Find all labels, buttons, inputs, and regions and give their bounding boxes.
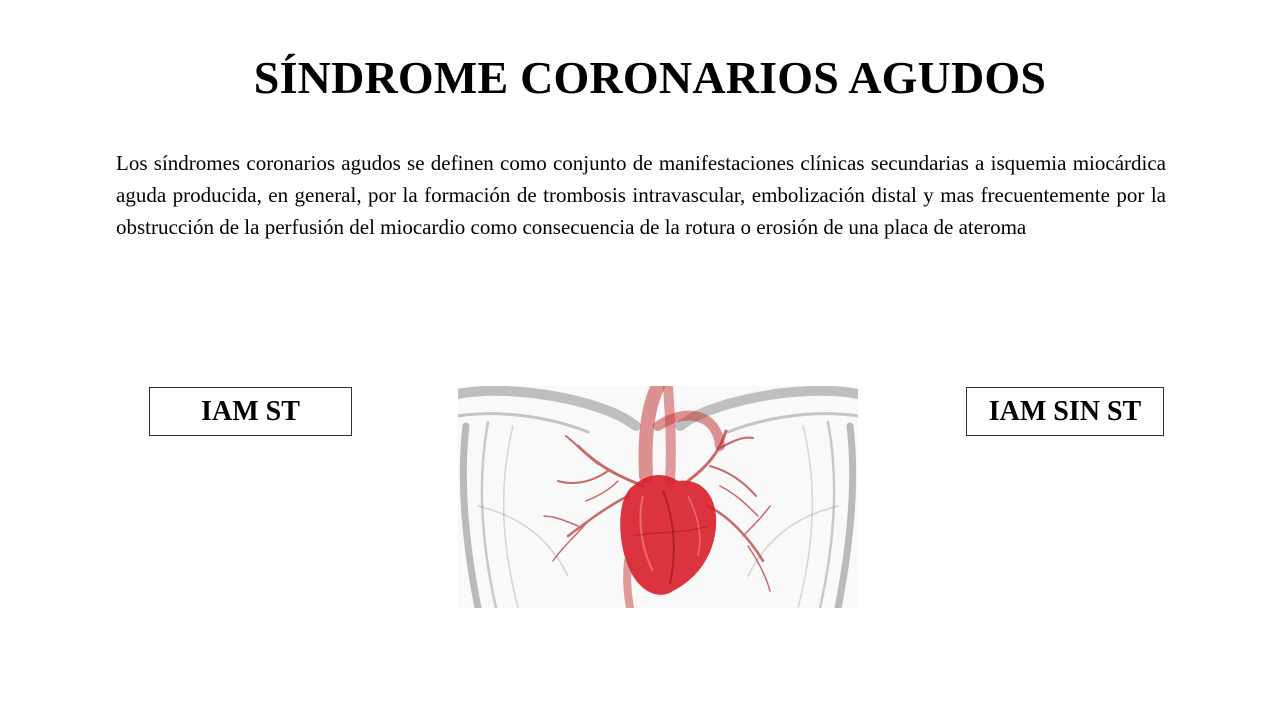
- label-iam-st: IAM ST: [149, 387, 352, 436]
- great-vessels: [646, 386, 721, 481]
- slide-title: SÍNDROME CORONARIOS AGUDOS: [253, 52, 1047, 103]
- descending-aorta: [627, 561, 630, 608]
- label-iam-sin-st: IAM SIN ST: [966, 387, 1164, 436]
- heart: [620, 475, 716, 595]
- heart-illustration: [458, 386, 858, 608]
- intro-paragraph: Los síndromes coronarios agudos se definen como conjunto de manifestaciones clínicas secundarias a isquemia miocárdica aguda producida, en general, por la formación de trombosis intravascular, embolización distal y mas frecuentemente por la obstrucción de la perfusión del miocardio como consecuencia de la rotura o erosión de una placa de ateroma: [116, 151, 1166, 239]
